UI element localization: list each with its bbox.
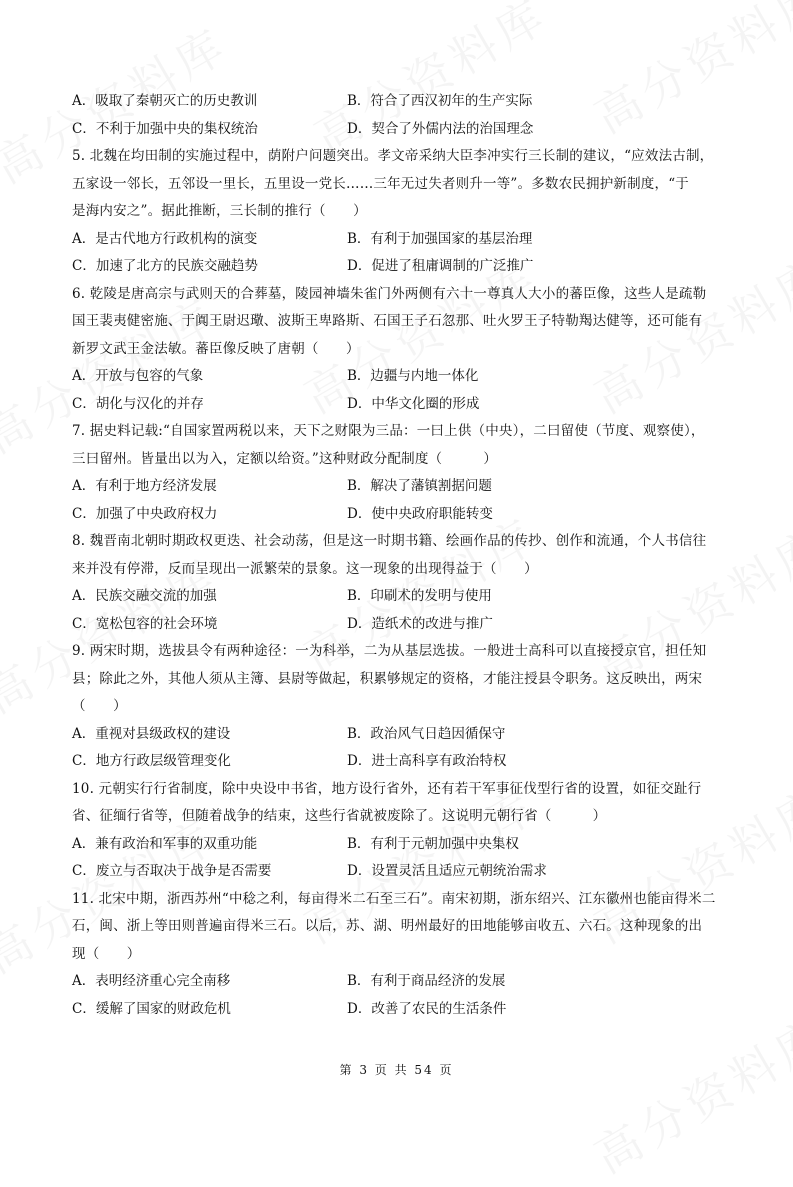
option-b: B．符合了西汉初年的生产实际 <box>347 93 533 109</box>
option-d: D．设置灵活且适应元朝统治需求 <box>347 863 547 879</box>
option-row <box>72 721 722 749</box>
option-row <box>72 996 722 1024</box>
option-d: D．中华文化圈的形成 <box>347 395 480 412</box>
option-c: C．地方行政层级管理变化 <box>72 753 231 769</box>
option-c: C．加强了中央政府权力 <box>72 505 218 522</box>
question-stem-line: 国王裴夷健密施、于阗王尉迟璥、波斯王卑路斯、石国王子石忽那、吐火罗王子特勒羯达健等，还可能有 <box>72 313 703 329</box>
option-a: A．兼有政治和军事的双重功能 <box>72 835 258 852</box>
option-d: D．进士高科享有政治特权 <box>347 753 507 769</box>
option-row <box>72 116 722 144</box>
question-stem-line: 8. 魏晋南北朝时期政权更迭、社会动荡，但是这一时期书籍、绘画作品的传抄、创作和流通，个人书信往 <box>72 533 707 549</box>
question-stem-line: 9. 两宋时期，选拔县令有两种途径：一为科举，二为从基层选拔。一般进士高科可以直接授京官，担任知 <box>72 643 707 659</box>
question-stem-line: 县；除此之外，其他人须从主簿、县尉等做起，积累够规定的资格，才能注授县令职务。这反映出，两宋 <box>72 670 703 687</box>
question-stem-line: 五家设一邻长，五邻设一里长，五里设一党长……三年无过失者则升一等”。多数农民拥护新制度，“于 <box>72 175 690 192</box>
page-footer: 第 3 页 共 54 页 <box>339 1063 454 1077</box>
option-c: C．缓解了国家的财政危机 <box>72 1000 231 1017</box>
option-row <box>72 968 722 996</box>
question-stem-line: 来并没有停滞，反而呈现出一派繁荣的景象。这一现象的出现得益于（ ） <box>72 560 538 577</box>
option-a: A．有利于地方经济发展 <box>72 478 217 494</box>
option-c: C．胡化与汉化的并存 <box>72 395 204 412</box>
option-row <box>72 831 722 859</box>
option-c: C．废立与否取决于战争是否需要 <box>72 863 272 879</box>
option-row <box>72 748 722 776</box>
option-d: D．造纸术的改进与推广 <box>347 615 493 632</box>
question-stem-line: 7. 据史料记载:“自国家置两税以来，天下之财限为三品：一曰上供（中央），二曰留使（节度、观察使）， <box>72 423 705 439</box>
option-b: B．有利于加强国家的基层治理 <box>347 230 533 247</box>
option-row <box>72 88 722 116</box>
question-11 <box>72 886 722 1024</box>
option-d: D．促进了租庸调制的广泛推广 <box>347 258 534 274</box>
option-b: B．印刷术的发明与使用 <box>347 588 492 604</box>
option-a: A．表明经济重心完全南移 <box>72 973 231 989</box>
question-stem-line: 现（ ） <box>72 945 141 962</box>
option-row <box>72 583 722 611</box>
option-a: A．开放与包容的气象 <box>72 368 204 384</box>
option-a: A．是古代地方行政机构的演变 <box>72 230 258 247</box>
question-stem-line: 是海内安之”。据此推断，三长制的推行（ ） <box>72 203 367 219</box>
question-9 <box>72 638 722 776</box>
option-b: B．有利于商品经济的发展 <box>347 973 506 989</box>
option-c: C．加速了北方的民族交融趋势 <box>72 258 258 274</box>
option-b: B．政治风气日趋因循保守 <box>347 725 506 742</box>
option-row <box>72 611 722 639</box>
question-stem-line: （ ） <box>72 698 127 714</box>
question-6 <box>72 281 722 419</box>
question-stem-line: 11. 北宋中期，浙西苏州“中稔之利，每亩得米二石至三石”。南宋初期，浙东绍兴、江东徽州也能亩得米二 <box>72 890 716 907</box>
question-stem-line: 新罗文武王金法敏。蕃臣像反映了唐朝（ ） <box>72 340 360 357</box>
option-row <box>72 253 722 281</box>
question-stem-line: 10. 元朝实行行省制度，除中央设中书省，地方设行省外，还有若干军事征伐型行省的设置，如征交趾行 <box>72 780 702 797</box>
question-stem-line: 三曰留州。皆量出以为入，定额以给资。”这种财政分配制度（ ） <box>72 450 498 467</box>
option-row <box>72 363 722 391</box>
option-row <box>72 858 722 886</box>
option-d: D．使中央政府职能转变 <box>347 505 493 522</box>
option-a: A．吸取了秦朝灭亡的历史教训 <box>72 93 258 109</box>
question-stem-line: 6. 乾陵是唐高宗与武则天的合葬墓，陵园神墙朱雀门外两侧有六十一尊真人大小的蕃臣像，这些人是疏勒 <box>72 285 707 302</box>
option-row <box>72 226 722 254</box>
option-c: C．不利于加强中央的集权统治 <box>72 120 258 137</box>
question-list <box>72 88 722 1023</box>
question-stem-line: 石，闽、浙上等田则普遍亩得米三石。以后，苏、湖、明州最好的田地能够亩收五、六石。这种现象的出 <box>72 918 703 934</box>
question-10 <box>72 776 722 886</box>
option-d: D．改善了农民的生活条件 <box>347 1000 507 1017</box>
question-7 <box>72 418 722 528</box>
option-b: B．边疆与内地一体化 <box>347 368 479 384</box>
option-c: C．宽松包容的社会环境 <box>72 615 218 632</box>
option-a: A．民族交融交流的加强 <box>72 588 217 604</box>
option-row <box>72 391 722 419</box>
question-stem-line: 5. 北魏在均田制的实施过程中，荫附户问题突出。孝文帝采纳大臣李冲实行三长制的建议，“应效法古制， <box>72 148 714 164</box>
question-stem-line: 省、征缅行省等，但随着战争的结束，这些行省就被废除了。这说明元朝行省（ ） <box>72 808 607 824</box>
option-a: A．重视对县级政权的建设 <box>72 725 231 742</box>
question-5 <box>72 143 722 281</box>
option-b: B．解决了藩镇割据问题 <box>347 478 492 494</box>
option-row <box>72 501 722 529</box>
watermark <box>581 999 793 1186</box>
option-d: D．契合了外儒内法的治国理念 <box>347 120 534 137</box>
question-8 <box>72 528 722 638</box>
option-row <box>72 473 722 501</box>
option-b: B．有利于元朝加强中央集权 <box>347 835 519 852</box>
